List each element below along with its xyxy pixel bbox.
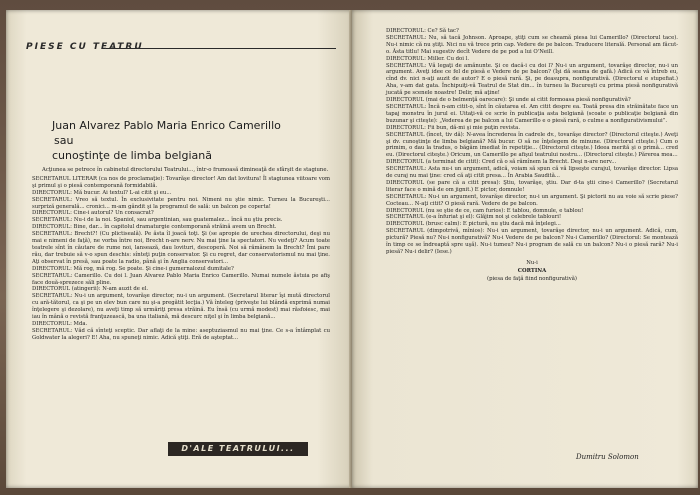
paragraph: SECRETARUL: Nu-i un argument, tovarăşe director, nu-i un argument. Şi pictorii nu au voie să scrie piese? Cocteau... N-aţi citit? O piesă rară. Vedere de pe balcon. [386,193,678,207]
paragraph: SECRETARUL: Vă legaţi de amănunte. Şi ce dacă-i cu doi l? Nu-i un argument, tovarăşe director, nu-i un argument. Aveţi idee ce fel de piesă e Vedere de pe balcon? (Îşi dă seama de gafă.) Adică ce vă întreb eu, cînd dv. nici n-aţi auzit de autor? E o piesă rară. Şi, pe deasupra, nonfigurativă. (Directorul e stupefiat.) Aha, v-am dat gata. Închipuiţi-vă Teatrul de Stat din... în turneu la Bucureşti cu prima piesă nonfigurativă jucată pe scenele noastre! Delir, mă aţine! [386,62,678,97]
paragraph: SECRETARUL: Camerillo. Cu doi l. Juan Alvarez Pablo Maria Enrico Camerillo. Numai numele ăstuia pe afiş face două-sprezece săli pline. [32,272,330,286]
footer-banner: D'ALE TEATRULUI... [168,442,308,456]
paragraph: Acţiunea se petrece în cabinetul directorului Teatrului..., într-o frumoasă dimineaţă de sfârşit de stagiune. [42,167,329,173]
paragraph: SECRETARUL: Nu, să tacă Johnson. Aproape, ştiţi cum se cheamă piesa lui Camerillo? (Directorul tace). Nu-i nimic că nu ştiţi. Nici nu vă trece prin cap. Vedere de pe balcon. Traducere literală. Personal am făcut-o. Ăsta titlu! Mai sugestiv decît Vedere de pe pod a lui O'Neill. [386,34,678,55]
paragraph: DIRECTORUL (nu se ştie de ce, cam furios): E tablou, domnule, e tablou! [386,207,584,214]
left-page [6,10,352,488]
paragraph: DIRECTORUL (atingerii): N-am auzit de el. [32,286,149,293]
title-line: Juan Alvarez Pablo Maria Enrico Camerillo [52,119,281,132]
paragraph: DIRECTORUL: Cine-i autorul? Un consacrat? [32,210,154,217]
author-signature: Dumitru Solomon [576,453,639,461]
paragraph: DIRECTORUL (a terminat de citit): Cred că o să rămînem la Brecht. Deşi n-are nerv... [386,159,617,166]
paragraph: DIRECTORUL: Fii bun, dă-mi şi mie puţin revista. [386,124,521,131]
paragraph: SECRETARUL: Vreo să textul. În exclusivitate pentru noi. Nimeni nu ştie nimic. Turneu la Bucureşti... surpriză generală... cronici... m-am gândit şi la programul de sală: un balcon pe coperta! [32,196,330,210]
closing-line: Nu-i [526,259,538,266]
curtain-note: (piesa de faţă fiind nonfigurativă) [487,275,577,282]
paragraph: DIRECTORUL: Mă rog, mă rog. Se poate. Şi cine-i gumernalozul dumitale? [32,265,234,272]
paragraph: SECRETARUL: Încă n-am citit-o, sînt în căutarea el. Am citit despre ea. Toată presa din străinătate face un tapaj monstru în jurul ei. Uitaţi-vă ce scrie în publicaţia asta belgiană (scoate o publicaţie belgiană din buzunar şi citeşte): „Vederea de pe balcon a lui Camerillo e o piesă rară, o culme a nonfigurativismului”. [386,103,678,124]
right-page [352,10,698,488]
paragraph: SECRETARUL: Asta nu-i un argument, adică, voiam să spun că vă lipseşte curajul, tovarăşe director. Lipsa de curaj nu mai ţine: cred că aţi citit presa... În Arabia Saudită... [386,166,678,180]
paragraph: SECRETARUL: Văd că sînteţi sceptic. Dar aflaţi de la mine: aseptuziasmul nu mai ţine. Ce s-a întâmplat cu Goldwater la alegeri? E! Aha, nu spuneţi nimic. Adică ştiţi. Eră de aşteptat... [32,327,330,341]
header-rule [106,48,336,49]
paragraph: DIRECTORUL: Mda. [32,320,88,327]
paragraph: SECRETARUL (dimpotrivă, mînios): Nu-i un argument, tovarăşe director, nu-i un argument. Adică, cum, pictură? Piesă nu? Nu-i nonfigurativă? Nu-i Vedere de pe balcon? Nu-i Camerillo? (Directorul: Se montează în timp ce se îndreaptă spre uşă). Nu-i tumeu? Nu-i program de sală cu un balcon? Nu-i o piesă rară? Nu-i piesă? Nu-i delir? (Iese.) [386,228,678,255]
paragraph: DIRECTORUL (se pare că a citit presa): Ştiu, tovarăşe, ştiu. Dar d-ta ştii cine-i Camerillo? (Secretarul literar face o mină de om jignit.) E pictor, domnule! [386,179,678,193]
paragraph: DIRECTORUL: Bine, dar... în capitolul dramaturgie contemporană străină avem un Brecht. [32,224,277,231]
title-line: cunoştinţe de limba belgiană [52,149,212,162]
paragraph: DIRECTORUL (brusc calm): E pictură, nu ştiu dacă mă înţelegi... [386,221,561,228]
article-title [52,118,342,163]
title-line: sau [54,134,74,147]
paragraph: SECRETARUL: Nu-i un argument, tovarăşe director, nu-i un argument. (Secretarul literar îşi mută directorul cu ară-tătorul, ca şi pe un elev bun care nu şi-a pregătit lecţia.) Vă înteleg (priveşte lui blândă exprimă numai înţelegere şi dezolare), nu aveţi timp să urmăriţi presa străină. Eu însă (cu urmă modest) mai răsfoiesc, mai iau în mână o revistă franţuzească, ba una italiană, mă descurc niţel şi în limba belgiană... [32,293,330,321]
left-body-text [32,167,330,342]
paragraph: SECRETARUL (încet, tiv dă): N-avea încrederea în cadrele dv., tovarăşe director? (Directorul citeşte.) Aveţi şi dv. cunoştinţe de limba belgiană? Mă bucur. O să ne înţelegem de minune. (Directorul citeşte.) Cum o primim, o dau la tradus, o băgăm imediat în repetiţie... (Directorul citeşte.) Ideea merită şi o primă... cred eu. (Directorul citeşte.) Oricum, un Camerillo pe afişul teatrului nostru... (Directorul citeşte.) Părerea mea... [386,131,678,159]
right-body-text [386,28,678,283]
paragraph: DIRECTORUL: Mă bucur. Ai textul? L-ai citit şi eu... [32,189,172,196]
section-header: PIESE CU TEATRU [26,42,144,52]
curtain-label: CORTINA [517,267,547,274]
paragraph: SECRETARUL: Nu-i de la noi. Spaniol, sau argentinian, sau guatemalez... încă nu ştiu precis. [32,217,283,224]
paragraph: SECRETARUL: Brecht?! (Cu plictiseală). Pe ăsta îl joacă toţi. Şi (se apropie de urechea directorului, deşi nu mai e nimeni de faţă), ne vorba între noi, Brecht n-are nerv. Nu mai ţine la spectatori. Nu vedeţi? Acum toate teatrele sînt în căutare de rume noi, lansează, dau lovituri, descoperă. Noi să rămânem la Brecht? Îmi pare rău, dar trebuie să v-o spun deschis: sînteţi puţin conservator. Şi cu regret, dar conservatorismul nu mai ţine. Aţi observat în presă, sau poate la radio, până şi în Anglia conservatori... [32,231,330,265]
paragraph: SECRETARUL (e-a înfuriat şi el): Glăjim noi şi celebrele tablouri! [386,214,562,221]
paragraph: SECRETARUL LITERAR (ca nos de proclamaţie): Tovarăşe director! Am dat lovitura! Îl stagiunea viitoare vom şi primul şi o piesă contemporană formidabilă. [32,175,330,189]
paragraph: DIRECTORUL: Ce? Să tac? [386,28,459,34]
paragraph: DIRECTORUL: Miller. Cu doi l. [386,55,470,62]
paragraph: DIRECTORUL (mai de o belmenţă oarecare): Şi unde ai citit formoasa piesă nonfigurativă? [386,97,631,104]
